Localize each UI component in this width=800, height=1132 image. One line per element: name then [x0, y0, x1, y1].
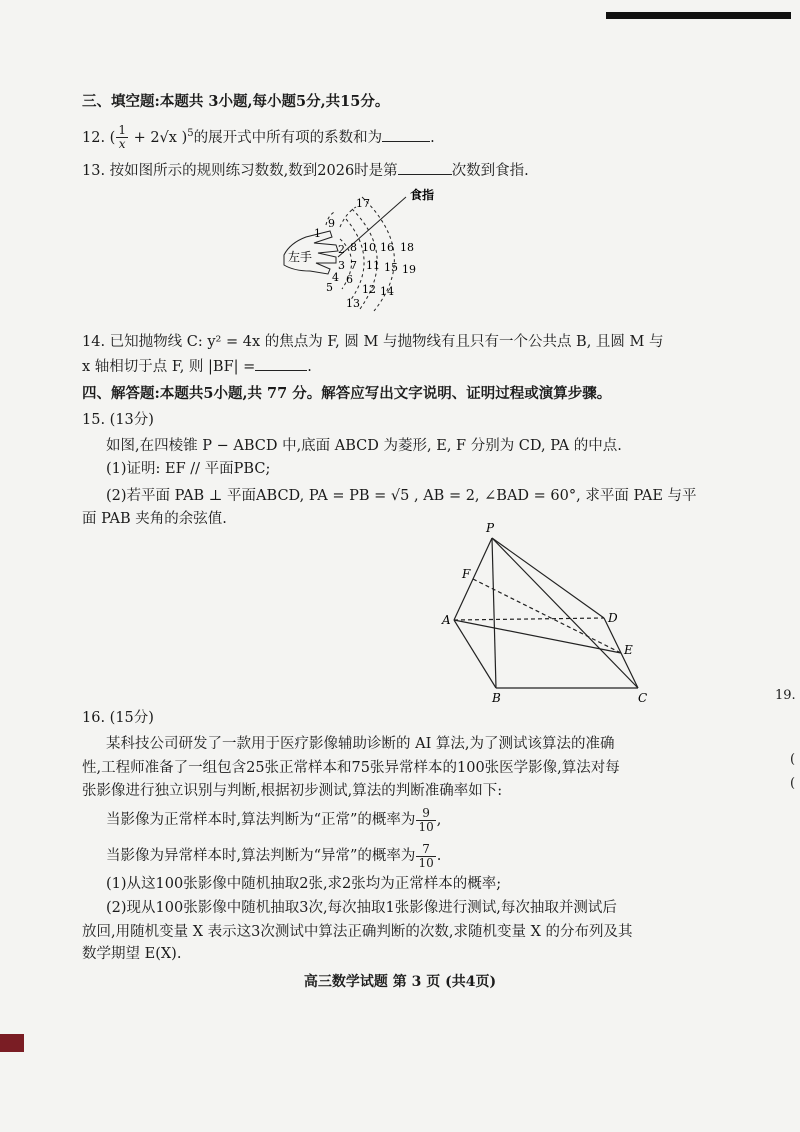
svg-text:4: 4 [332, 271, 339, 284]
q16-line7: (2)现从100张影像中随机抽取3次,每次抽取1张影像进行测试,每次抽取并测试后 [106, 900, 617, 916]
svg-text:A: A [442, 613, 451, 627]
scan-edge-bar [606, 12, 791, 19]
svg-text:F: F [462, 567, 471, 581]
q15-line2: (1)证明: EF // 平面PBC; [106, 461, 271, 477]
svg-text:5: 5 [326, 281, 333, 294]
svg-text:P: P [486, 521, 495, 535]
q14-answer-blank [255, 356, 307, 371]
q12-answer-blank [382, 127, 430, 142]
q15-line1: 如图,在四棱锥 P − ABCD 中,底面 ABCD 为菱形, E, F 分别为 CD, PA 的中点. [106, 438, 622, 454]
svg-text:C: C [638, 691, 648, 705]
svg-text:11: 11 [366, 259, 380, 272]
question-14-line1: 14. 已知抛物线 C: y² = 4x 的焦点为 F, 圆 M 与抛物线有且只有一个公共点 B, 且圆 M 与 [82, 334, 664, 350]
q12-tail: 的展开式中所有项的系数和为 [193, 129, 383, 146]
q12-num: 12. ( [82, 129, 116, 146]
q16-line1: 某科技公司研发了一款用于医疗影像辅助诊断的 AI 算法,为了测试该算法的准确 [106, 736, 615, 752]
q12-mid: + 2√x ) [128, 129, 188, 146]
q13-answer-blank [398, 160, 452, 175]
question-14-line2: x 轴相切于点 F, 则 |BF| = . [82, 356, 312, 377]
svg-text:18: 18 [400, 241, 414, 254]
svg-text:16: 16 [380, 241, 394, 254]
q16-line3: 张影像进行独立识别与判断,根据初步测试,算法的判断准确率如下: [82, 783, 503, 799]
q16-line8: 放回,用随机变量 X 表示这3次测试中算法正确判断的次数,求随机变量 X 的分布列及其 [82, 924, 633, 940]
svg-text:17: 17 [356, 197, 370, 210]
next-page-fragment: ( [790, 776, 796, 791]
svg-text:1: 1 [314, 227, 321, 240]
page-footer: 高三数学试题 第 3 页 (共4页) [303, 974, 497, 990]
q16-line2: 性,工程师准备了一组包含25张正常样本和75张异常样本的100张医学影像,算法对每 [82, 760, 620, 776]
svg-text:19: 19 [402, 263, 416, 276]
svg-text:15: 15 [384, 261, 398, 274]
q16-fraction-9-10: $\frac{9}{10}$ [418, 805, 434, 834]
q15-header: 15. (13分) [82, 412, 154, 428]
svg-text:14: 14 [380, 285, 394, 298]
section3-title: 三、填空题:本题共 3小题,每小题5分,共15分。 [82, 93, 390, 110]
svg-text:E: E [624, 643, 633, 657]
svg-text:B: B [492, 691, 501, 705]
finger-label: 食指 [410, 188, 435, 202]
hand-counting-figure [270, 185, 450, 315]
svg-text:6: 6 [346, 273, 353, 286]
next-page-fragment: ( [790, 752, 796, 767]
q16-fraction-7-10: $\frac{7}{10}$ [418, 841, 434, 870]
svg-text:3: 3 [338, 259, 345, 272]
question-13: 13. 按如图所示的规则练习数数,数到2026时是第 次数到食指. [82, 160, 529, 181]
svg-text:D: D [608, 611, 618, 625]
q16-line4: 当影像为正常样本时,算法判断为“正常”的概率为 $\frac{9}{10}$ , [106, 805, 442, 834]
svg-text:10: 10 [362, 241, 376, 254]
svg-text:9: 9 [328, 217, 335, 230]
q16-line6: (1)从这100张影像中随机抽取2张,求2张均为正常样本的概率; [106, 876, 502, 892]
svg-text:12: 12 [362, 283, 376, 296]
question-12: 12. ( $\frac{1}{x}$ + 2√x )$^5$的展开式中所有项的系数和为 . [82, 123, 435, 152]
next-page-question-number: 19. [775, 688, 796, 703]
q15-line3: (2)若平面 PAB ⊥ 平面ABCD, PA = PB = √5 , AB = 2, ∠BAD = 60°, 求平面 PAE 与平 [106, 488, 697, 504]
svg-text:7: 7 [350, 259, 357, 272]
q16-line9: 数学期望 E(X). [82, 946, 182, 962]
svg-text:13: 13 [346, 297, 360, 310]
hand-label: 左手 [288, 250, 313, 264]
q16-line5: 当影像为异常样本时,算法判断为“异常”的概率为 $\frac{7}{10}$ . [106, 841, 442, 870]
section4-title: 四、解答题:本题共5小题,共 77 分。解答应写出文字说明、证明过程或演算步骤。 [82, 385, 612, 402]
q15-line4: 面 PAB 夹角的余弦值. [82, 511, 227, 527]
svg-text:8: 8 [350, 241, 357, 254]
scan-smudge [0, 1034, 24, 1052]
pyramid-figure [438, 520, 658, 705]
q12-exp: 5 [187, 128, 194, 139]
q13-text: 13. 按如图所示的规则练习数数,数到2026时是第 [82, 163, 398, 179]
q16-header: 16. (15分) [82, 710, 154, 726]
q12-fraction: $\frac{1}{x}$ [118, 123, 126, 152]
svg-text:2: 2 [338, 243, 345, 256]
